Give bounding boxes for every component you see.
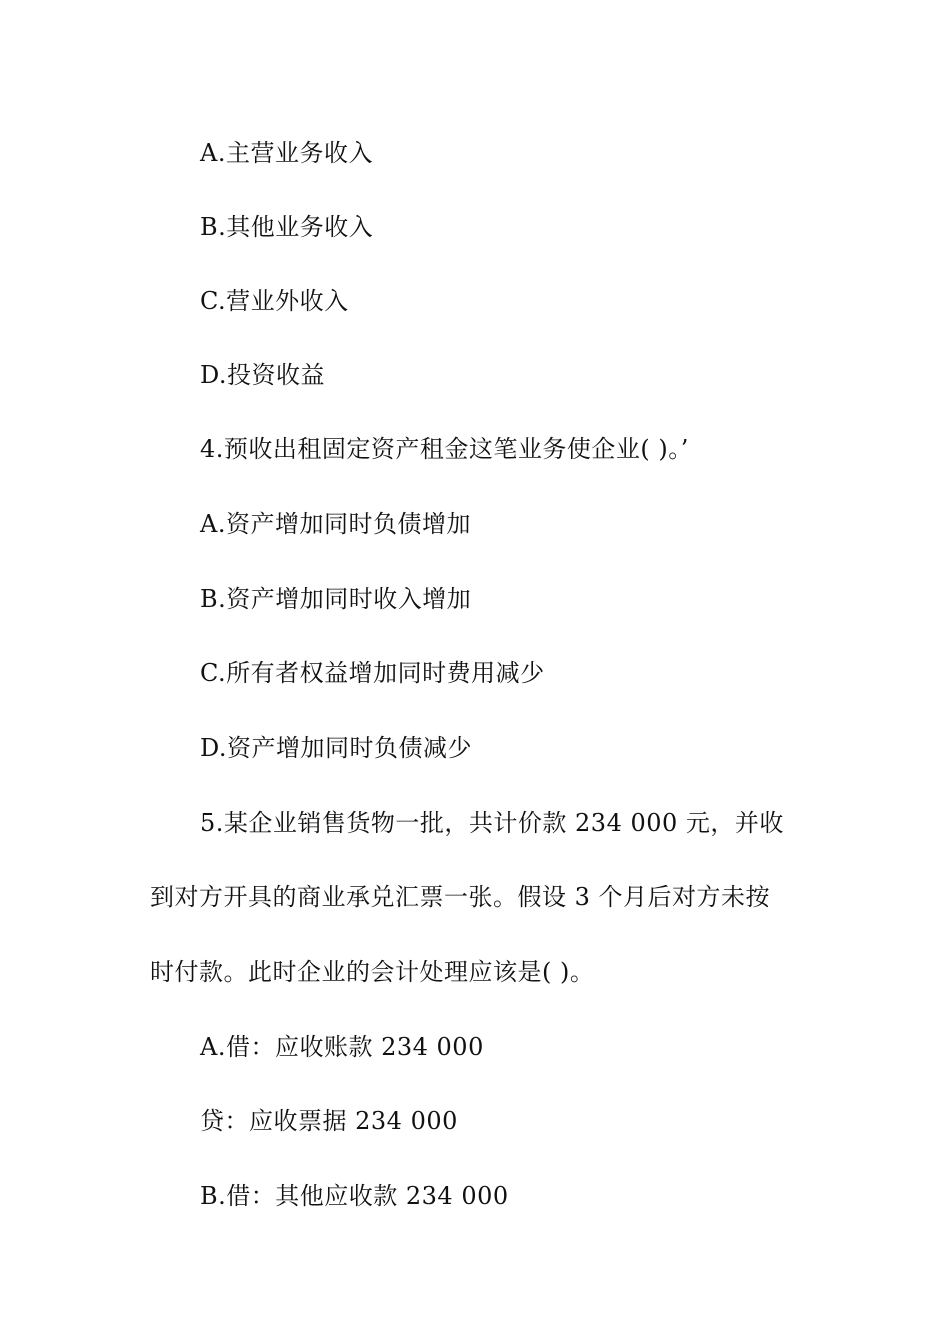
q4-stem: 4.预收出租固定资产租金这笔业务使企业( )。’ — [200, 435, 689, 463]
q5-option-a-credit: 贷：应收票据 234 000 — [200, 1107, 458, 1135]
q3-option-b: B.其他业务收入 — [200, 213, 374, 241]
q5-option-b-debit: B.借：其他应收款 234 000 — [200, 1182, 509, 1210]
q3-option-c: C.营业外收入 — [200, 287, 349, 315]
q4-option-b: B.资产增加同时收入增加 — [200, 585, 472, 613]
q4-option-a: A.资产增加同时负债增加 — [200, 510, 471, 538]
q5-option-a-debit: A.借：应收账款 234 000 — [200, 1033, 484, 1061]
q3-option-a: A.主营业务收入 — [200, 139, 373, 167]
q4-option-c: C.所有者权益增加同时费用减少 — [200, 659, 545, 687]
q5-stem-line-1: 5.某企业销售货物一批，共计价款 234 000 元，并收 — [200, 809, 784, 837]
q3-option-d: D.投资收益 — [200, 361, 326, 389]
q4-option-d: D.资产增加同时负债减少 — [200, 734, 473, 762]
q5-stem-line-2: 到对方开具的商业承兑汇票一张。假设 3 个月后对方未按 — [150, 883, 771, 911]
q5-stem-line-3: 时付款。此时企业的会计处理应该是( )。 — [150, 958, 595, 986]
